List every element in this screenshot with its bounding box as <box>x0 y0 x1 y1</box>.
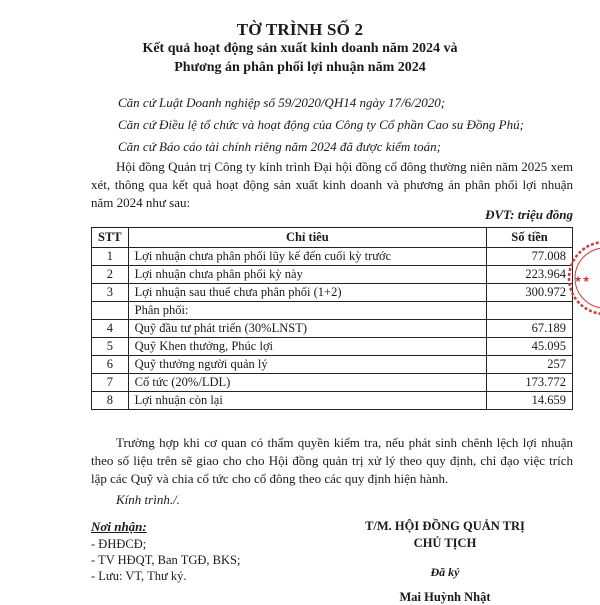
row-stt: 4 <box>92 320 129 338</box>
red-stamp-icon <box>560 238 600 318</box>
note-paragraph: Trường hợp khi cơ quan có thẩm quyền kiểm tra, nếu phát sinh chênh lệch lợi nhuận theo số liệu trên sẽ giao cho cho Hội đồng quản trị xử lý theo quy định, chỉ đạo việc trích lập các Quỹ và chia cổ tức cho cổ đông theo các quy định hiện hành. <box>91 435 573 486</box>
row-stt: 5 <box>92 338 129 356</box>
table-row <box>92 392 573 410</box>
document-subtitle-line2: Phương án phân phối lợi nhuận năm 2024 <box>174 60 426 75</box>
signature-signed: Đã ký <box>430 565 460 579</box>
row-item: Quỹ Khen thưởng, Phúc lợi <box>128 338 486 356</box>
signature-title: CHỦ TỊCH <box>413 536 477 550</box>
table-row <box>92 248 573 266</box>
row-item: Lợi nhuận sau thuế chưa phân phối (1+2) <box>128 284 486 302</box>
row-item: Phân phối: <box>128 302 486 320</box>
signature-name: Mai Huỳnh Nhật <box>399 590 491 604</box>
row-item: Cổ tức (20%/LDL) <box>128 374 486 392</box>
row-stt: 1 <box>92 248 129 266</box>
row-amount: 173.772 <box>487 374 573 392</box>
recipients-title: Nơi nhận: <box>91 519 147 534</box>
header-item: Chỉ tiêu <box>128 228 486 248</box>
table-header-row <box>92 228 573 248</box>
row-item: Quỹ thưởng người quản lý <box>128 356 486 374</box>
closing-line: Kính trình./. <box>116 492 180 507</box>
table-row <box>92 266 573 284</box>
row-amount: 67.189 <box>487 320 573 338</box>
profit-distribution-table <box>91 227 573 410</box>
svg-text:★★: ★★ <box>574 275 591 285</box>
table-row <box>92 338 573 356</box>
table-row <box>92 302 573 320</box>
row-amount: 45.095 <box>487 338 573 356</box>
row-item: Lợi nhuận chưa phân phối lũy kế đến cuối kỳ trước <box>128 248 486 266</box>
row-amount: 77.008 <box>487 248 573 266</box>
row-amount: 300.972 <box>487 284 573 302</box>
table-row <box>92 356 573 374</box>
row-item: Lợi nhuận chưa phân phối kỳ này <box>128 266 486 284</box>
document-title: TỜ TRÌNH SỐ 2 <box>236 20 364 39</box>
row-amount: 223.964 <box>487 266 573 284</box>
legal-basis-3: Căn cứ Báo cáo tài chính riêng năm 2024 đã được kiểm toán; <box>118 139 441 154</box>
row-stt: 8 <box>92 392 129 410</box>
legal-basis-1: Căn cứ Luật Doanh nghiệp số 59/2020/QH14 ngày 17/6/2020; <box>118 95 446 110</box>
document-subtitle-line1: Kết quả hoạt động sản xuất kinh doanh năm 2024 và <box>142 41 458 56</box>
unit-label: ĐVT: triệu đồng <box>485 207 573 222</box>
row-amount: 14.659 <box>487 392 573 410</box>
row-stt <box>92 302 129 320</box>
row-stt: 2 <box>92 266 129 284</box>
table-row <box>92 284 573 302</box>
legal-basis-2: Căn cứ Điều lệ tổ chức và hoạt động của Công ty Cổ phần Cao su Đồng Phú; <box>118 117 524 132</box>
row-item: Lợi nhuận còn lại <box>128 392 486 410</box>
row-amount: 257 <box>487 356 573 374</box>
row-stt: 7 <box>92 374 129 392</box>
table-row <box>92 320 573 338</box>
header-amount: Số tiền <box>487 228 573 248</box>
header-stt: STT <box>92 228 129 248</box>
table-row <box>92 374 573 392</box>
recipient-item: - TV HĐQT, Ban TGĐ, BKS; <box>91 553 241 567</box>
row-stt: 6 <box>92 356 129 374</box>
row-item: Quỹ đầu tư phát triển (30%LNST) <box>128 320 486 338</box>
recipient-item: - ĐHĐCĐ; <box>91 537 147 551</box>
signature-org: T/M. HỘI ĐỒNG QUẢN TRỊ <box>365 519 525 533</box>
intro-paragraph: Hội đồng Quản trị Công ty kính trình Đại hội đồng cổ đông thường niên năm 2025 xem xét, thông qua kết quả hoạt động sản xuất kinh doanh và phương án phân phối lợi nhuận năm 2024 như sau: <box>91 159 573 210</box>
row-stt: 3 <box>92 284 129 302</box>
recipient-item: - Lưu: VT, Thư ký. <box>91 569 187 583</box>
